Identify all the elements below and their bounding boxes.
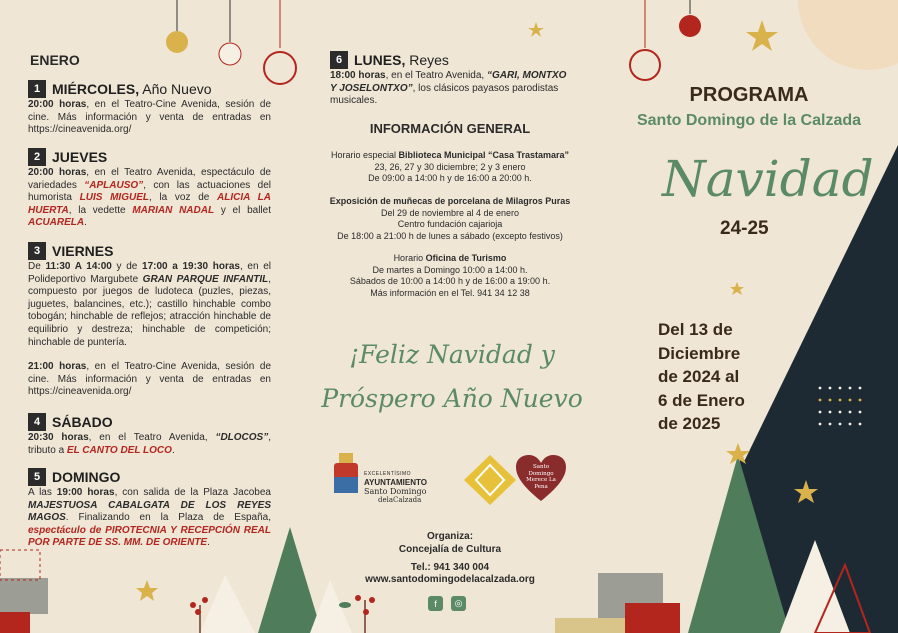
- day-name: DOMINGO: [52, 469, 121, 485]
- day-number: 3: [28, 242, 46, 260]
- diamond-logo-icon: [464, 455, 516, 505]
- social-icons: [428, 596, 466, 611]
- day-name: SÁBADO: [52, 414, 113, 430]
- day-description: 20:00 horas, en el Teatro Avenida, espectáculo de variedades “APLAUSO”, con las actuaciones del humorista LUIS MIGUEL, la voz de ALICIA LA HUERTA, la vedette MARIAN NADAL y el ballet ACUARELA.: [28, 167, 272, 229]
- day-6: [330, 51, 572, 108]
- day-4: [28, 413, 271, 457]
- organiza-label: Organiza:: [426, 531, 474, 542]
- heart-text: Santo Domingo Merece La Pena: [526, 464, 556, 490]
- day-2: [28, 148, 271, 230]
- greeting-line-1: ¡Feliz Navidad y: [349, 340, 555, 369]
- concejalia-label: Concejalía de Cultura: [398, 544, 502, 555]
- day-number: 1: [28, 80, 46, 98]
- day-description: A las 19:00 horas, con salida de la Plaza Jacobea MAJESTUOSA CABALGATA DE LOS REYES MAGOS. Finalizando en la Plaza de España, espectáculo de PIROTECNIA Y RECEPCIÓN REAL POR PARTE DE SS. MM. DE ORIENTE.: [28, 487, 271, 549]
- telephone: Tel.: 941 340 004: [410, 562, 490, 573]
- date-line: de 2025: [658, 414, 721, 433]
- info-title: INFORMACIÓN GENERAL: [369, 121, 531, 136]
- day-description: 20:00 horas, en el Teatro-Cine Avenida, sesión de cine. Más información y venta de entradas en https://cineavenida.org/: [28, 99, 272, 136]
- website-link[interactable]: www.santodomingodelacalzada.org: [365, 574, 535, 585]
- day-5: [28, 468, 271, 550]
- day-name: LUNES, Reyes: [354, 52, 449, 68]
- facebook-icon[interactable]: f: [428, 596, 443, 611]
- greeting-line-2: Próspero Año Nuevo: [321, 384, 583, 413]
- day-number: 4: [28, 413, 46, 431]
- heart-logo: [516, 455, 566, 503]
- date-line: Del 13 de: [658, 320, 733, 339]
- logo-text-2: AYUNTAMIENTO: [364, 478, 427, 487]
- info-exhibition: Exposición de muñecas de porcelana de Milagros Puras Del 29 de noviembre al 4 de enero Centro fundación cajarioja De 18:00 a 21:00 h de lunes a sábado (excepto festivos): [329, 196, 571, 241]
- day-name: MIÉRCOLES, Año Nuevo: [52, 81, 212, 97]
- day-description: 20:30 horas, en el Teatro Avenida, “DLOCOS”, tributo a EL CANTO DEL LOCO.: [28, 432, 271, 456]
- day-3: [28, 242, 271, 399]
- day-description-2: 21:00 horas, en el Teatro-Cine Avenida, sesión de cine. Más información y venta de entradas en https://cineavenida.org/: [28, 361, 272, 398]
- coat-of-arms-icon: [330, 453, 362, 508]
- day-description: 18:00 horas, en el Teatro Avenida, “GARI, MONTXO Y JOSELONTXO”, los clásicos payasos parodistas musicales.: [330, 70, 567, 107]
- program-subtitle: Santo Domingo de la Calzada: [636, 112, 862, 129]
- day-name: JUEVES: [52, 149, 108, 165]
- day-1: [28, 80, 271, 137]
- day-description: De 11:30 A 14:00 y de 17:00 a 19:30 horas, en el Polideportivo Margubete GRAN PARQUE INFANTIL, compuesto por juegos de ludoteca (puzles, piezas, juguetes, balancines, etc.); castillo hinchable combo tobogán; hinchable de reflejos; atracción hinchable de equilibrio y destreza; hinchable de competición; hinchable de puntería.: [28, 261, 271, 348]
- info-tourism: Horario Oficina de Turismo De martes a Domingo 10:00 a 14:00 h. Sábados de 10:00 a 14:00 h y de 16:00 a 19:00 h. Más información en el Tel. 941 34 12 38: [349, 253, 551, 298]
- right-panel: [600, 0, 898, 633]
- day-number: 2: [28, 148, 46, 166]
- middle-panel: [300, 0, 600, 633]
- program-title: PROGRAMA: [689, 84, 809, 106]
- day-number: 5: [28, 468, 46, 486]
- date-line: 6 de Enero: [658, 390, 745, 410]
- day-number: 6: [330, 51, 348, 69]
- day-name: VIERNES: [52, 243, 114, 259]
- date-line: Diciembre: [658, 343, 741, 363]
- logo-text-1: EXCELENTÍSIMO: [364, 471, 412, 477]
- logo-text-4: delaCalzada: [378, 496, 422, 504]
- navidad-title: Navidad: [662, 150, 874, 208]
- month-heading: ENERO: [30, 52, 80, 68]
- date-range: [658, 318, 745, 436]
- date-line: de 2024 al: [658, 367, 740, 386]
- left-panel: [0, 0, 300, 633]
- logo-text-3: Santo Domingo: [364, 487, 427, 496]
- ayuntamiento-logo: [330, 453, 435, 508]
- year-range: 24-25: [720, 218, 769, 239]
- instagram-icon[interactable]: ◎: [451, 596, 466, 611]
- info-library: Horario especial Biblioteca Municipal “Casa Trastamara” 23, 26, 27 y 30 diciembre; 2 y 3 enero De 09:00 a 14:00 h y de 16:00 a 20:00 h.: [330, 150, 570, 184]
